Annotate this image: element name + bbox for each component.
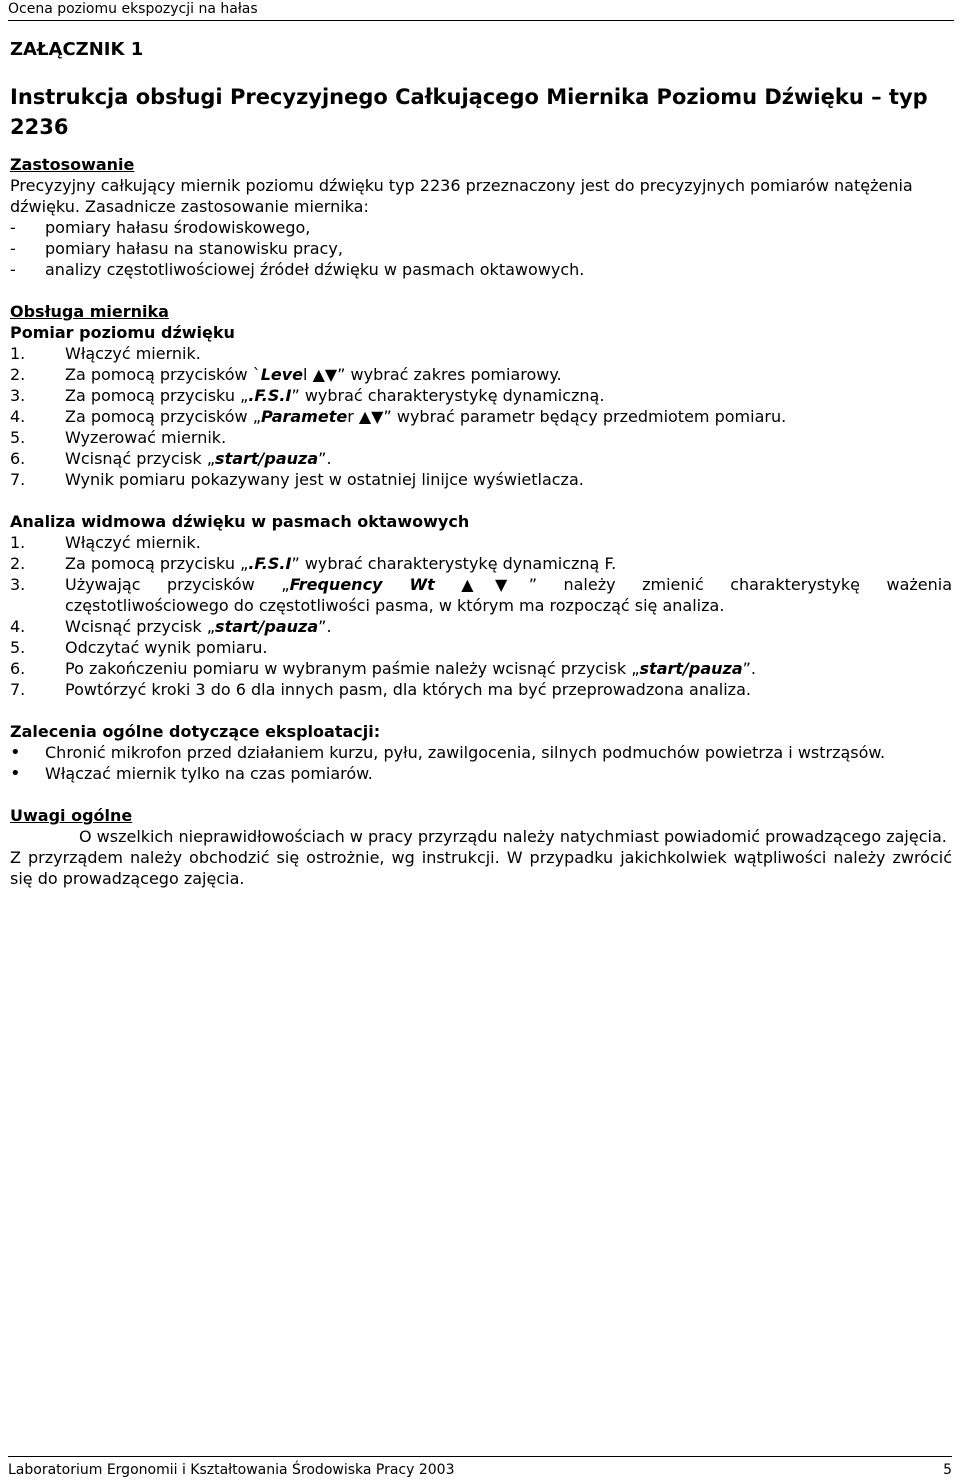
step: 4. Za pomocą przycisków „Parameter ▲▼” wybrać parametr będący przedmiotem pomiaru. — [10, 407, 787, 426]
step: 3. Za pomocą przycisku „.F.S.I” wybrać charakterystykę dynamiczną. — [10, 386, 605, 405]
page-number: 5 — [943, 1462, 952, 1478]
step: 3. Używając przycisków „Frequency Wt ▲▼” należy zmienić charakterystykę ważenia częstotliwościowego do częstotliwości pasma, w którym ma rozpocząć się analiza. — [10, 575, 953, 615]
application-item: - pomiary hałasu środowiskowego, — [10, 218, 311, 237]
section-heading-remarks: Uwagi ogólne — [10, 806, 133, 825]
running-header: Ocena poziomu ekspozycji na hałas — [8, 0, 954, 21]
recommendation-item: • Chronić mikrofon przed działaniem kurzu, pyłu, zawilgocenia, silnych podmuchów powietrza i wstrząsów. — [10, 742, 886, 763]
document-title: Instrukcja obsługi Precyzyjnego Całkującego Miernika Poziomu Dźwięku – typ 2236 — [10, 85, 928, 139]
step: 5. Odczytać wynik pomiaru. — [10, 638, 268, 657]
step: 7. Powtórzyć kroki 3 do 6 dla innych pasm, dla których ma być przeprowadzona analiza. — [10, 680, 751, 699]
step: 6. Po zakończeniu pomiaru w wybranym paśmie należy wcisnąć przycisk „start/pauza”. — [10, 659, 757, 678]
section-heading-operation: Obsługa miernika — [10, 302, 169, 321]
running-footer — [8, 1456, 952, 1479]
recommendation-item: • Włączać miernik tylko na czas pomiarów. — [10, 763, 373, 784]
subheading-level-measurement: Pomiar poziomu dźwięku — [10, 323, 235, 342]
step-3-line-1: Używając przycisków „Frequency Wt ▲▼” należy zmienić charakterystykę ważenia — [65, 575, 953, 594]
bullet-icon: • — [10, 763, 21, 784]
step: 4. Wcisnąć przycisk „start/pauza”. — [10, 617, 332, 636]
application-intro: Precyzyjny całkujący miernik poziomu dźwięku typ 2236 przeznaczony jest do precyzyjnych pomiarów natężenia dźwięku. Zasadnicze zastosowanie miernika: — [10, 176, 913, 216]
step: 5. Wyzerować miernik. — [10, 428, 227, 447]
step: 1. Włączyć miernik. — [10, 533, 201, 552]
section-heading-application: Zastosowanie — [10, 155, 135, 174]
document-body — [10, 38, 952, 889]
step: 6. Wcisnąć przycisk „start/pauza”. — [10, 449, 332, 468]
step: 1. Włączyć miernik. — [10, 344, 201, 363]
step: 2. Za pomocą przycisków `Level ▲▼” wybrać zakres pomiarowy. — [10, 365, 562, 384]
section-heading-recommendations: Zalecenia ogólne dotyczące eksploatacji: — [10, 722, 381, 741]
bullet-icon: • — [10, 742, 21, 763]
application-item: - analizy częstotliwościowej źródeł dźwięku w pasmach oktawowych. — [10, 260, 585, 279]
step: 2. Za pomocą przycisku „.F.S.I” wybrać charakterystykę dynamiczną F. — [10, 554, 617, 573]
step: 7. Wynik pomiaru pokazywany jest w ostatniej linijce wyświetlacza. — [10, 470, 584, 489]
remarks-paragraph-1: O wszelkich nieprawidłowościach w pracy przyrządu należy natychmiast powiadomić prowadzącego zajęcia. — [79, 827, 947, 846]
footer-text: Laboratorium Ergonomii i Kształtowania Środowiska Pracy 2003 — [8, 1462, 455, 1478]
section-heading-octave-analysis: Analiza widmowa dźwięku w pasmach oktawowych — [10, 512, 470, 531]
annex-label: ZAŁĄCZNIK 1 — [10, 39, 144, 60]
application-item: - pomiary hałasu na stanowisku pracy, — [10, 239, 343, 258]
remarks-paragraph-2: Z przyrządem należy obchodzić się ostrożnie, wg instrukcji. W przypadku jakichkolwiek wątpliwości należy zwrócić się do prowadzącego zajęcia. — [10, 848, 952, 888]
